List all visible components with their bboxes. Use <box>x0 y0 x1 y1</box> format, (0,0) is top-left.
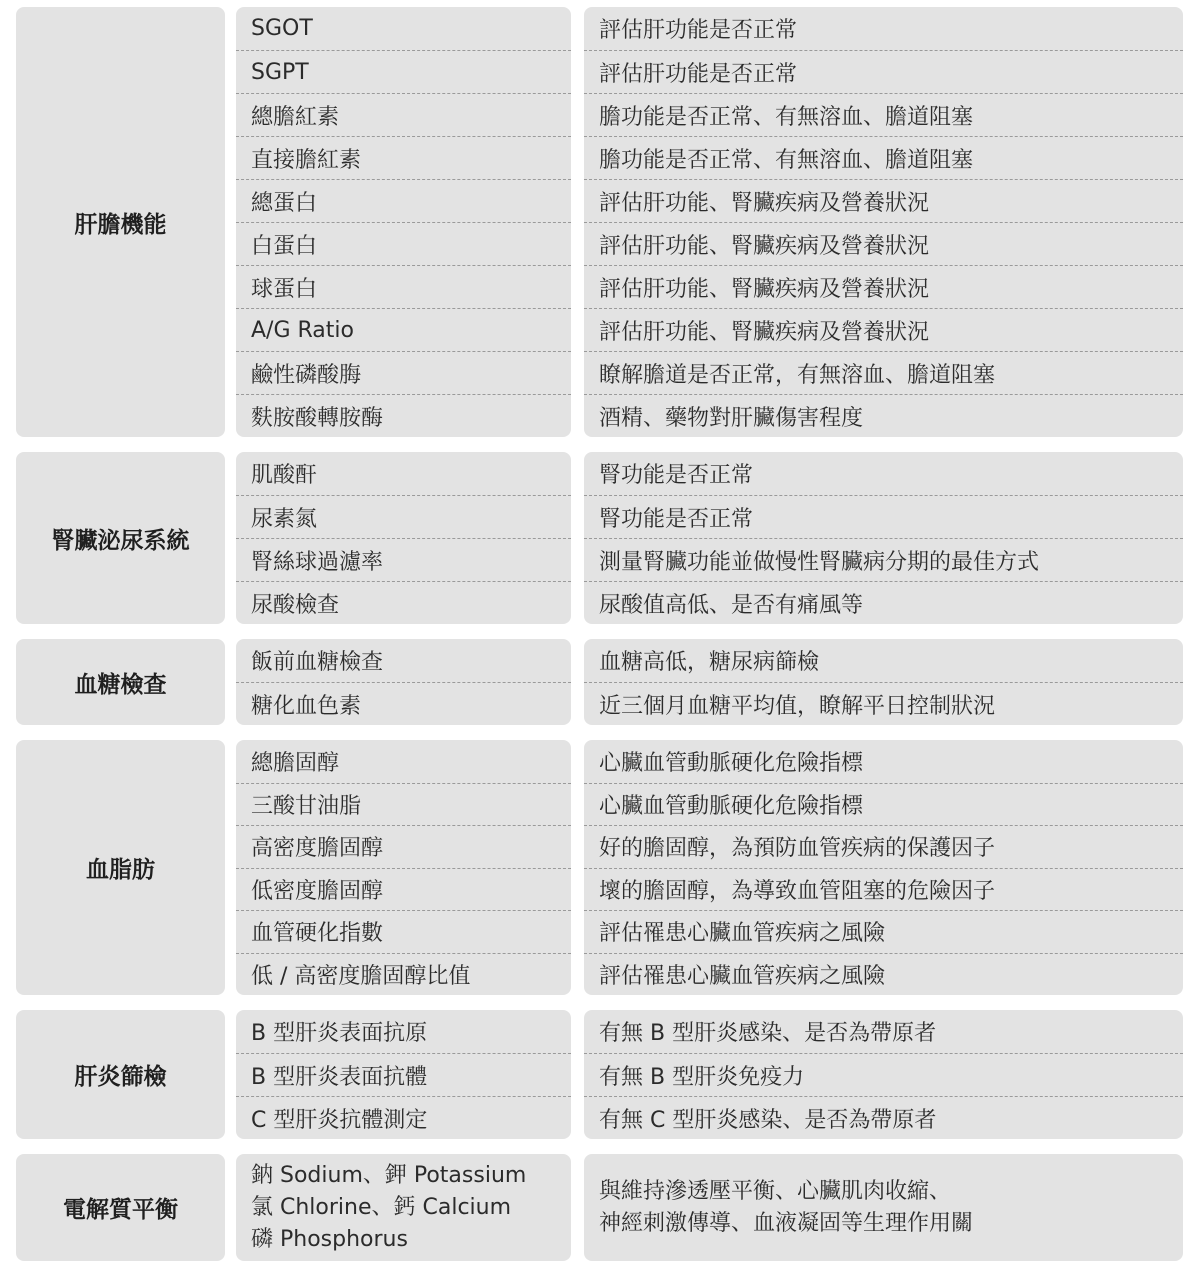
item-cell: 總蛋白 <box>236 179 571 222</box>
item-column <box>236 1010 571 1139</box>
category-label: 肝炎篩檢 <box>16 1010 225 1139</box>
item-cell: 尿素氮 <box>236 495 571 538</box>
item-cell: 糖化血色素 <box>236 682 571 725</box>
category-label: 血糖檢查 <box>16 639 225 725</box>
category-label: 血脂肪 <box>16 740 225 995</box>
description-cell: 壞的膽固醇，為導致血管阻塞的危險因子 <box>584 868 1183 911</box>
item-column <box>236 452 571 624</box>
item-cell: 白蛋白 <box>236 222 571 265</box>
item-cell: 三酸甘油脂 <box>236 783 571 826</box>
description-cell: 評估肝功能是否正常 <box>584 50 1183 93</box>
description-cell: 評估肝功能、腎臟疾病及營養狀況 <box>584 265 1183 308</box>
section-kidney <box>0 452 1201 624</box>
item-cell: 飯前血糖檢查 <box>251 650 384 675</box>
description-column <box>584 740 1183 995</box>
section-blood-lipid <box>0 740 1201 995</box>
item-cell: 麩胺酸轉胺酶 <box>236 394 571 437</box>
description-cell: 評估肝功能是否正常 <box>599 18 798 43</box>
description-line: 神經刺激傳導、血液凝固等生理作用關 <box>599 1210 974 1236</box>
section-blood-sugar <box>0 639 1201 725</box>
item-cell: 肌酸酐 <box>251 463 318 488</box>
item-column <box>236 1154 571 1261</box>
description-cell: 瞭解膽道是否正常，有無溶血、膽道阻塞 <box>584 351 1183 394</box>
item-column <box>236 639 571 725</box>
description-cell: 心臟血管動脈硬化危險指標 <box>584 783 1183 826</box>
item-column <box>236 740 571 995</box>
item-line: 磷 Phosphorus <box>251 1226 408 1252</box>
description-cell: 測量腎臟功能並做慢性腎臟病分期的最佳方式 <box>584 538 1183 581</box>
category-label: 腎臟泌尿系統 <box>16 452 225 624</box>
description-cell: 評估罹患心臟血管疾病之風險 <box>584 910 1183 953</box>
description-cell: 腎功能是否正常 <box>599 463 754 488</box>
description-cell: 評估肝功能、腎臟疾病及營養狀況 <box>584 179 1183 222</box>
description-cell: 腎功能是否正常 <box>584 495 1183 538</box>
item-cell: 球蛋白 <box>236 265 571 308</box>
item-cell: 直接膽紅素 <box>236 136 571 179</box>
description-column <box>584 7 1183 437</box>
description-cell: 近三個月血糖平均值，瞭解平日控制狀況 <box>584 682 1183 725</box>
description-line: 與維持滲透壓平衡、心臟肌肉收縮、 <box>599 1178 952 1204</box>
item-cell: 高密度膽固醇 <box>236 825 571 868</box>
item-cell: 血管硬化指數 <box>236 910 571 953</box>
item-cell: 總膽固醇 <box>251 750 340 776</box>
item-cell: SGPT <box>236 50 571 93</box>
item-cell: C 型肝炎抗體測定 <box>236 1096 571 1139</box>
item-column <box>236 7 571 437</box>
description-cell: 評估罹患心臟血管疾病之風險 <box>584 953 1183 996</box>
description-cell <box>584 1154 1183 1261</box>
item-cell <box>236 1154 571 1261</box>
description-cell: 有無 B 型肝炎免疫力 <box>584 1053 1183 1096</box>
item-line: 鈉 Sodium、鉀 Potassium <box>251 1162 527 1188</box>
description-cell: 膽功能是否正常、有無溶血、膽道阻塞 <box>584 93 1183 136</box>
item-cell: SGOT <box>251 16 313 41</box>
description-cell: 酒精、藥物對肝臟傷害程度 <box>584 394 1183 437</box>
description-cell: 評估肝功能、腎臟疾病及營養狀況 <box>584 222 1183 265</box>
item-cell: 腎絲球過濾率 <box>236 538 571 581</box>
description-column <box>584 639 1183 725</box>
description-cell: 有無 B 型肝炎感染、是否為帶原者 <box>599 1021 937 1046</box>
section-electrolyte <box>0 1154 1201 1261</box>
description-column <box>584 1154 1183 1261</box>
item-cell: B 型肝炎表面抗原 <box>251 1021 428 1046</box>
description-cell: 血糖高低，糖尿病篩檢 <box>599 650 820 675</box>
item-cell: 低 / 高密度膽固醇比值 <box>236 953 571 996</box>
item-cell: 總膽紅素 <box>236 93 571 136</box>
category-label: 肝膽機能 <box>16 7 225 437</box>
description-column <box>584 452 1183 624</box>
description-cell: 有無 C 型肝炎感染、是否為帶原者 <box>584 1096 1183 1139</box>
item-line: 氯 Chlorine、鈣 Calcium <box>251 1194 512 1220</box>
description-cell: 尿酸值高低、是否有痛風等 <box>584 581 1183 624</box>
section-hepatitis <box>0 1010 1201 1139</box>
item-cell: 尿酸檢查 <box>236 581 571 624</box>
item-cell: 低密度膽固醇 <box>236 868 571 911</box>
description-cell: 心臟血管動脈硬化危險指標 <box>599 750 864 776</box>
description-cell: 評估肝功能、腎臟疾病及營養狀況 <box>584 308 1183 351</box>
item-cell: A/G Ratio <box>236 308 571 351</box>
category-label: 電解質平衡 <box>16 1154 225 1261</box>
item-cell: B 型肝炎表面抗體 <box>236 1053 571 1096</box>
item-cell: 鹼性磷酸脢 <box>236 351 571 394</box>
description-column <box>584 1010 1183 1139</box>
description-cell: 膽功能是否正常、有無溶血、膽道阻塞 <box>584 136 1183 179</box>
section-liver <box>0 7 1201 437</box>
description-cell: 好的膽固醇，為預防血管疾病的保護因子 <box>584 825 1183 868</box>
